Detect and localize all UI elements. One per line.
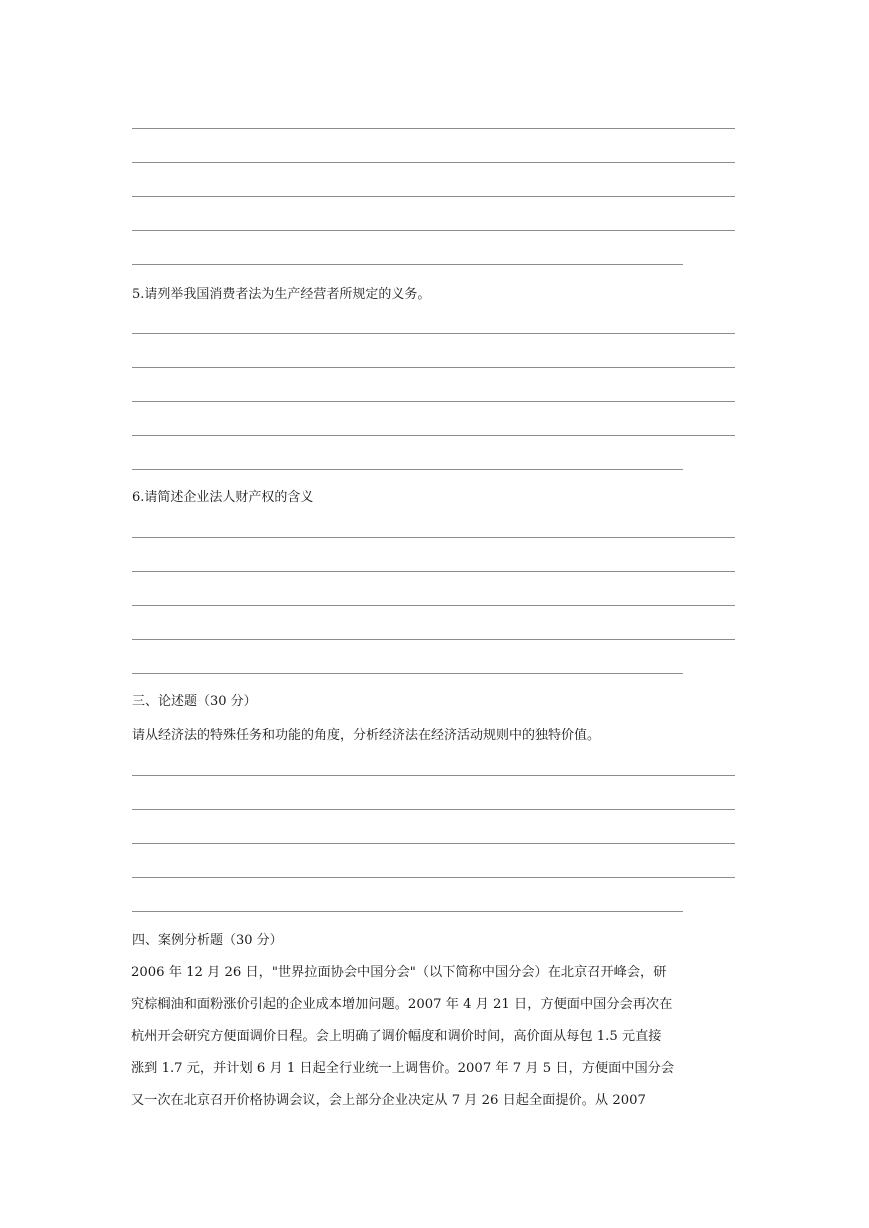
answer-line — [132, 162, 735, 163]
case-line: 杭州开会研究方便面调价日程。会上明确了调价幅度和调价时间，高价面从每包 1.5 元直接 — [131, 1029, 662, 1044]
answer-line — [132, 230, 735, 231]
answer-line — [132, 911, 683, 912]
answer-line — [132, 775, 735, 776]
case-line: 2006 年 12 月 26 日，"世界拉面协会中国分会"（以下简称中国分会）在北京召开峰会，研 — [131, 965, 667, 980]
answer-line — [132, 435, 735, 436]
answer-line — [132, 469, 683, 470]
case-line: 究棕榈油和面粉涨价引起的企业成本增加问题。2007 年 4 月 21 日，方便面中国分会再次在 — [131, 997, 673, 1012]
question-5: 5.请列举我国消费者法为生产经营者所规定的义务。 — [132, 287, 431, 302]
answer-line — [132, 571, 735, 572]
section-3-heading: 三、论述题（30 分） — [132, 694, 257, 709]
question-6: 6.请简述企业法人财产权的含义 — [132, 490, 314, 505]
case-line: 又一次在北京召开价格协调会议，会上部分企业决定从 7 月 26 日起全面提价。从 2007 — [131, 1093, 646, 1108]
answer-line — [132, 673, 683, 674]
answer-line — [132, 264, 683, 265]
answer-line — [132, 128, 735, 129]
answer-line — [132, 367, 735, 368]
answer-line — [132, 877, 735, 878]
answer-line — [132, 537, 735, 538]
case-line: 涨到 1.7 元，并计划 6 月 1 日起全行业统一上调售价。2007 年 7 月 5 日，方便面中国分会 — [131, 1061, 675, 1076]
section-4-heading: 四、案例分析题（30 分） — [132, 933, 283, 948]
answer-line — [132, 843, 735, 844]
answer-line — [132, 605, 735, 606]
answer-line — [132, 196, 735, 197]
case-paragraph — [131, 957, 737, 1117]
answer-line — [132, 401, 735, 402]
answer-line — [132, 639, 735, 640]
answer-line — [132, 333, 735, 334]
answer-line — [132, 809, 735, 810]
section-3-prompt: 请从经济法的特殊任务和功能的角度，分析经济法在经济活动规则中的独特价值。 — [132, 728, 601, 743]
